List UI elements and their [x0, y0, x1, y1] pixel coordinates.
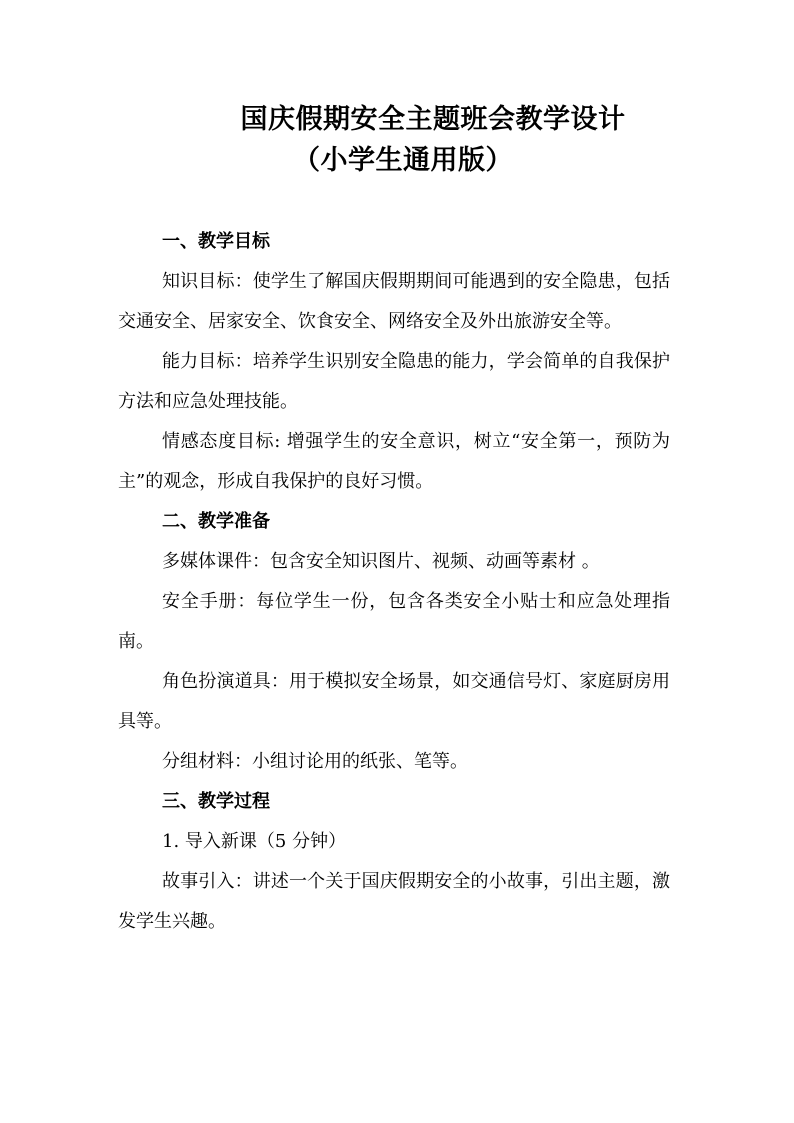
paragraph-multimedia: 多媒体课件：包含安全知识图片、视频、动画等素材 。	[162, 551, 600, 572]
paragraph-roleplay-props: 角色扮演道具：用于模拟安全场景，如交通信号灯、家庭厨房用具等。	[118, 671, 670, 732]
paragraph-knowledge-goal: 知识目标：使学生了解国庆假期期间可能遇到的安全隐患，包括交通安全、居家安全、饮食安全、网络安全及外出旅游安全等。	[118, 271, 670, 332]
paragraph-ability-goal: 能力目标：培养学生识别安全隐患的能力，学会简单的自我保护方法和应急处理技能。	[118, 351, 670, 412]
document-body	[118, 222, 670, 942]
paragraph-group-materials: 分组材料：小组讨论用的纸张、笔等。	[162, 751, 468, 772]
section-heading-teaching-preparation: 二、教学准备	[162, 511, 270, 532]
section-heading-teaching-goals: 一、教学目标	[162, 231, 270, 252]
paragraph-safety-manual: 安全手册：每位学生一份，包含各类安全小贴士和应急处理指南。	[118, 591, 670, 652]
paragraph-story-intro: 故事引入：讲述一个关于国庆假期安全的小故事，引出主题，激发学生兴趣。	[118, 871, 670, 932]
document-title: 国庆假期安全主题班会教学设计	[240, 104, 626, 135]
document-subtitle: （小学生通用版）	[293, 145, 513, 176]
section-heading-teaching-process: 三、教学过程	[162, 791, 270, 812]
paragraph-intro-step: 1. 导入新课（5 分钟）	[162, 831, 347, 852]
paragraph-attitude-goal: 情感态度目标: 增强学生的安全意识，树立“安全第一，预防为主”的观念，形成自我保护的良好习惯。	[118, 431, 670, 492]
